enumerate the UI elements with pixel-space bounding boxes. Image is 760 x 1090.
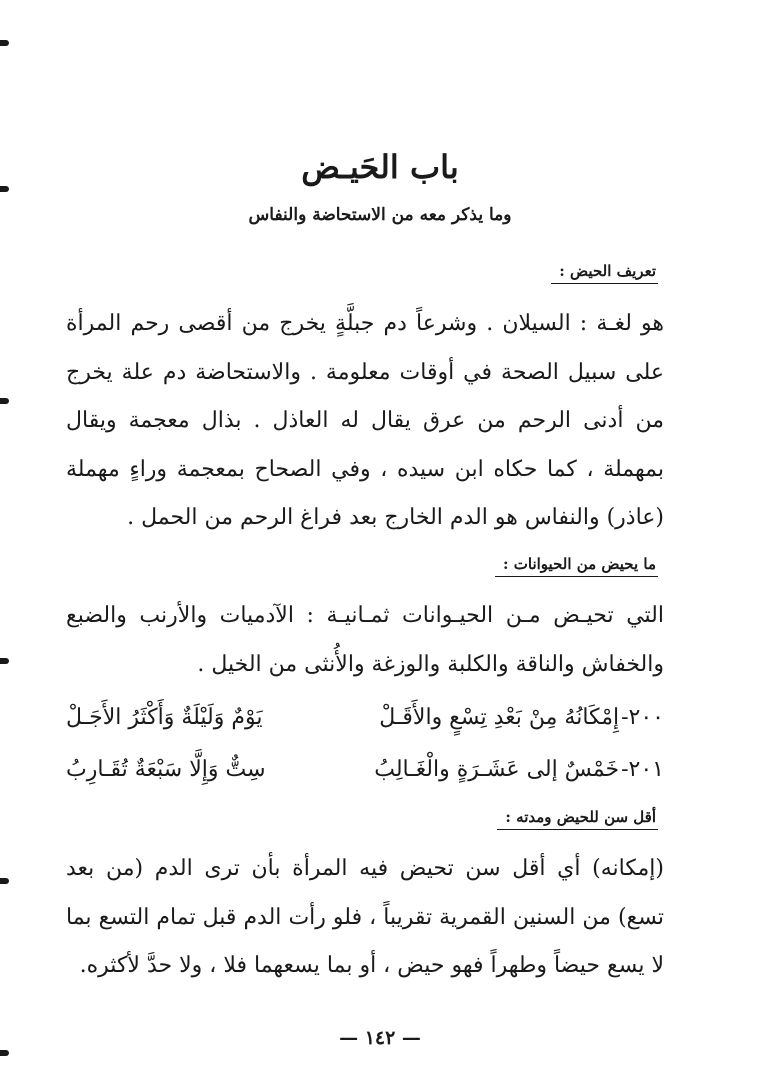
section-heading-definition: تعريف الحيض : bbox=[551, 262, 658, 284]
chapter-title: باب الحَيـض bbox=[301, 148, 459, 186]
verse-line bbox=[66, 697, 664, 737]
verse-number: ٢٠٠- bbox=[621, 704, 664, 730]
verse-first-hemistich bbox=[379, 705, 664, 730]
section-heading-minimum-age: أقل سن للحيض ومدته : bbox=[497, 808, 658, 830]
scan-edge-mark bbox=[0, 40, 9, 46]
scan-edge-mark bbox=[0, 878, 9, 884]
section-heading-animals: ما يحيض من الحيوانات : bbox=[495, 555, 658, 577]
verse-first-hemistich bbox=[374, 757, 664, 782]
verse-line bbox=[66, 749, 664, 789]
scan-edge-mark bbox=[0, 186, 9, 192]
paragraph-definition: هو لغـة : السيلان . وشرعاً دم جبلَّةٍ يخرج من أقصى رحم المرأة على سبيل الصحة في أوقات معلومة . والاستحاضة دم علة يخرج من أدنى الرحم من عرق يقال له العاذل . بذال معجمة ويقال بمهملة ، كما حكاه ابن سيده ، وفي الصحاح بمعجمة وراءٍ مهملة (عاذر) والنفاس هو الدم الخارج بعد فراغ الرحم من الحمل . bbox=[66, 311, 664, 530]
verse-second-hemistich: يَوْمٌ وَلَيْلَةٌ وَأَكْثَرُ الأَجَـلْ bbox=[66, 704, 263, 730]
scan-edge-mark bbox=[0, 658, 9, 664]
chapter-subtitle: وما يذكر معه من الاستحاضة والنفاس bbox=[248, 205, 512, 225]
paragraph-minimum-age: (إمكانه) أي أقل سن تحيض فيه المرأة بأن ترى الدم (من بعد تسع) من السنين القمرية تقريباً ، فلو رأت الدم قبل تمام التسع بما لا يسع حيضاً وطهراً فهو حيض ، أو بما يسعهما فلا ، ولا حدَّ لأكثره. bbox=[66, 856, 664, 978]
verse-first-text: إِمْكَانُهُ مِنْ بَعْدِ تِسْعٍ والأَقَـلْ bbox=[379, 704, 620, 730]
scan-edge-mark bbox=[0, 398, 9, 404]
paragraph-animals: التي تحيـض مـن الحيـوانات ثمـانيـة : الآدميات والأرنب والضبع والخفاش والناقة والكلبة والوزغة والأُنثى من الخيل . bbox=[66, 603, 664, 677]
verse-second-hemistich: سِتٌّ وَإِلَّا سَبْعَةٌ تُقَـارِبُ bbox=[66, 756, 266, 782]
page-number: — ١٤٢ — bbox=[339, 1027, 421, 1049]
verse-number: ٢٠١- bbox=[621, 756, 664, 782]
scan-edge-mark bbox=[0, 1050, 9, 1056]
verse-first-text: خَمْسٌ إلى عَشَـرَةٍ والْغَـالِبُ bbox=[374, 756, 620, 782]
